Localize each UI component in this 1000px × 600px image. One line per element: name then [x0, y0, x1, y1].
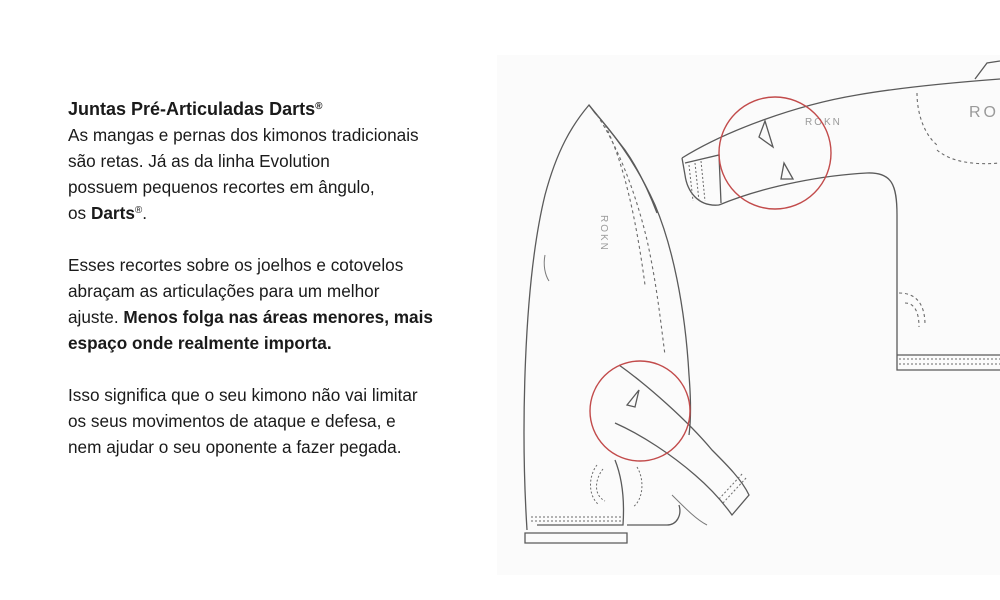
para2-line3-bold: Menos folga nas áreas menores, mais: [123, 307, 433, 327]
paragraph-3: [68, 382, 508, 460]
kimono-illustration: [497, 55, 1000, 575]
para2-line1: Esses recortes sobre os joelhos e cotovelos: [68, 255, 404, 275]
brand-mark-sleeve: ROKN: [598, 215, 609, 252]
darts-term: Darts: [90, 203, 135, 223]
heading-text: Juntas Pré-Articuladas Darts: [68, 99, 316, 119]
text-column: [68, 96, 508, 460]
jacket-side-view: [524, 105, 749, 543]
para3-line1: Isso significa que o seu kimono não vai limitar: [68, 385, 418, 405]
para2-line3-plain: ajuste.: [68, 307, 124, 327]
knee-dart-highlight: [719, 97, 831, 209]
para1-line1: As mangas e pernas dos kimonos tradicionais: [68, 125, 419, 145]
brand-mark-arm: ROKN: [805, 117, 842, 128]
section-heading: [68, 96, 508, 122]
para3-line2: os seus movimentos de ataque e defesa, e: [68, 411, 396, 431]
para2-line2: abraçam as articulações para um melhor: [68, 281, 380, 301]
jacket-front-view: [682, 61, 1000, 370]
paragraph-1: [68, 122, 508, 226]
para1-suffix: .: [142, 203, 148, 223]
kimono-drawing: [497, 55, 1000, 575]
para1-line3: possuem pequenos recortes em ângulo,: [68, 177, 375, 197]
para3-line3: nem ajudar o seu oponente a fazer pegada.: [68, 437, 402, 457]
registered-mark: ®: [315, 101, 323, 112]
para1-prefix: os: [68, 203, 91, 223]
brand-mark-corner: RO: [969, 104, 999, 121]
paragraph-2: [68, 252, 508, 356]
registered-mark: ®: [134, 205, 143, 216]
para2-line4-bold: espaço onde realmente importa.: [68, 333, 332, 353]
para1-line2: são retas. Já as da linha Evolution: [68, 151, 330, 171]
